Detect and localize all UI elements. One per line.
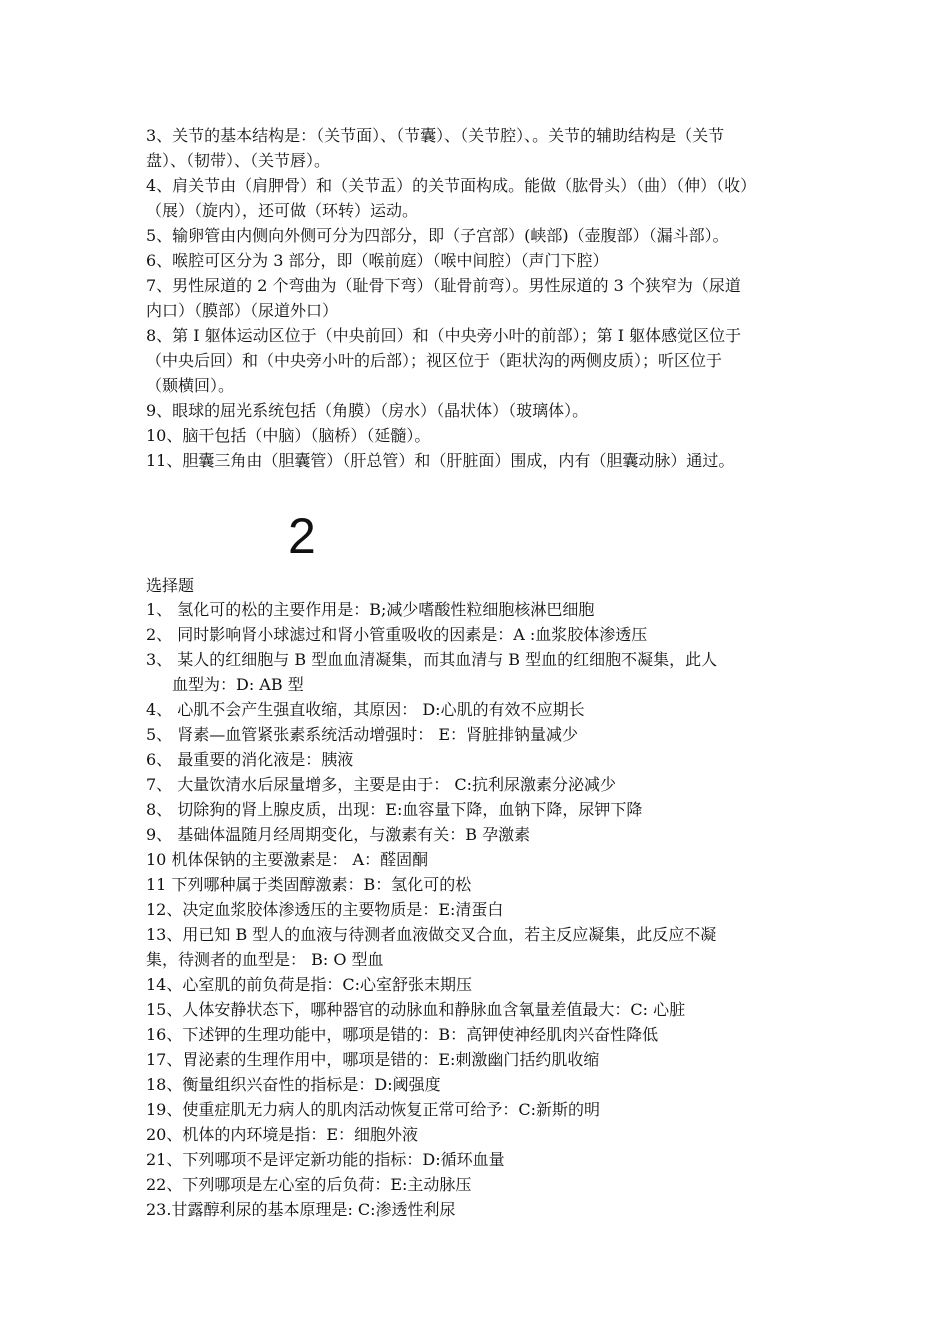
- text-line: 8、 切除狗的肾上腺皮质，出现：E:血容量下降，血钠下降，尿钾下降: [146, 800, 643, 819]
- text-line: 6、喉腔可区分为 3 部分，即（喉前庭）（喉中间腔）（声门下腔）: [146, 251, 609, 270]
- text-line: 集，待测者的血型是： B: O 型血: [146, 950, 384, 969]
- text-line: 23.甘露醇利尿的基本原理是: C:渗透性利尿: [146, 1200, 456, 1219]
- text-line: 血型为：D: AB 型: [172, 675, 304, 694]
- text-line: 3、 某人的红细胞与 B 型血血清凝集，而其血清与 B 型血的红细胞不凝集，此人: [146, 650, 718, 669]
- section-heading: 选择题: [146, 576, 195, 595]
- text-line: 22、下列哪项是左心室的后负荷：E:主动脉压: [146, 1175, 472, 1194]
- text-line: 3、关节的基本结构是：（关节面）、（节囊）、（关节腔）、。关节的辅助结构是（关节: [146, 126, 725, 145]
- text-line: （颞横回）。: [146, 376, 235, 395]
- text-line: 5、 肾素—血管紧张素系统活动增强时： E：肾脏排钠量减少: [146, 725, 579, 744]
- text-line: 4、肩关节由（肩胛骨）和（关节盂）的关节面构成。能做（肱骨头）（曲）（伸）（收）: [146, 176, 757, 195]
- text-line: 盘）、（韧带）、（关节唇）。: [146, 151, 331, 170]
- text-line: 4、 心肌不会产生强直收缩，其原因： D:心肌的有效不应期长: [146, 700, 585, 719]
- text-line: 10、脑干包括（中脑）（脑桥）（延髓）。: [146, 426, 431, 445]
- text-line: 20、机体的内环境是指：E：细胞外液: [146, 1125, 419, 1144]
- text-line: 12、决定血浆胶体渗透压的主要物质是：E:清蛋白: [146, 900, 504, 919]
- text-line: 17、胃泌素的生理作用中，哪项是错的：E:刺激幽门括约肌收缩: [146, 1050, 600, 1069]
- text-line: （中央后回）和（中央旁小叶的后部）；视区位于（距状沟的两侧皮质）；听区位于: [146, 351, 723, 370]
- text-line: 7、男性尿道的 2 个弯曲为（耻骨下弯）（耻骨前弯）。男性尿道的 3 个狭窄为（尿道: [146, 276, 741, 295]
- text-line: 19、使重症肌无力病人的肌肉活动恢复正常可给予：C:新斯的明: [146, 1100, 600, 1119]
- text-line: 13、用已知 B 型人的血液与待测者血液做交叉合血，若主反应凝集，此反应不凝: [146, 925, 717, 944]
- text-line: 10 机体保钠的主要激素是： A：醛固酮: [146, 850, 429, 869]
- text-line: 5、输卵管由内侧向外侧可分为四部分，即（子宫部）(峡部)（壶腹部）（漏斗部）。: [146, 226, 729, 245]
- text-line: 14、心室肌的前负荷是指：C:心室舒张末期压: [146, 975, 472, 994]
- anatomy-answers: [146, 123, 814, 473]
- text-line: 11、胆囊三角由（胆囊管）（肝总管）和（肝脏面）围成，内有（胆囊动脉）通过。: [146, 451, 735, 470]
- text-line: 7、 大量饮清水后尿量增多，主要是由于： C:抗利尿激素分泌减少: [146, 775, 616, 794]
- text-line: 21、下列哪项不是评定新功能的指标：D:循环血量: [146, 1150, 505, 1169]
- section-number: 2: [288, 508, 316, 564]
- text-line: 11 下列哪种属于类固醇激素：B：氢化可的松: [146, 875, 472, 894]
- text-line: 8、第 I 躯体运动区位于（中央前回）和（中央旁小叶的前部）；第 I 躯体感觉区位于: [146, 326, 742, 345]
- text-line: 18、衡量组织兴奋性的指标是：D:阈强度: [146, 1075, 441, 1094]
- text-line: （展）（旋内），还可做（环转）运动。: [146, 201, 419, 220]
- text-line: 2、 同时影响肾小球滤过和肾小管重吸收的因素是：A :血浆胶体渗透压: [146, 625, 648, 644]
- text-line: 9、 基础体温随月经周期变化，与激素有关：B 孕激素: [146, 825, 531, 844]
- physiology-choice-answers: [146, 597, 814, 1222]
- text-line: 6、 最重要的消化液是：胰液: [146, 750, 354, 769]
- text-line: 1、 氢化可的松的主要作用是：B;减少嗜酸性粒细胞核淋巴细胞: [146, 600, 595, 619]
- text-line: 15、人体安静状态下，哪种器官的动脉血和静脉血含氧量差值最大：C: 心脏: [146, 1000, 686, 1019]
- text-line: 9、眼球的屈光系统包括（角膜）（房水）（晶状体）（玻璃体）。: [146, 401, 589, 420]
- text-line: 16、下述钾的生理功能中，哪项是错的：B：高钾使神经肌肉兴奋性降低: [146, 1025, 659, 1044]
- text-line: 内口）（膜部）（尿道外口）: [146, 301, 339, 320]
